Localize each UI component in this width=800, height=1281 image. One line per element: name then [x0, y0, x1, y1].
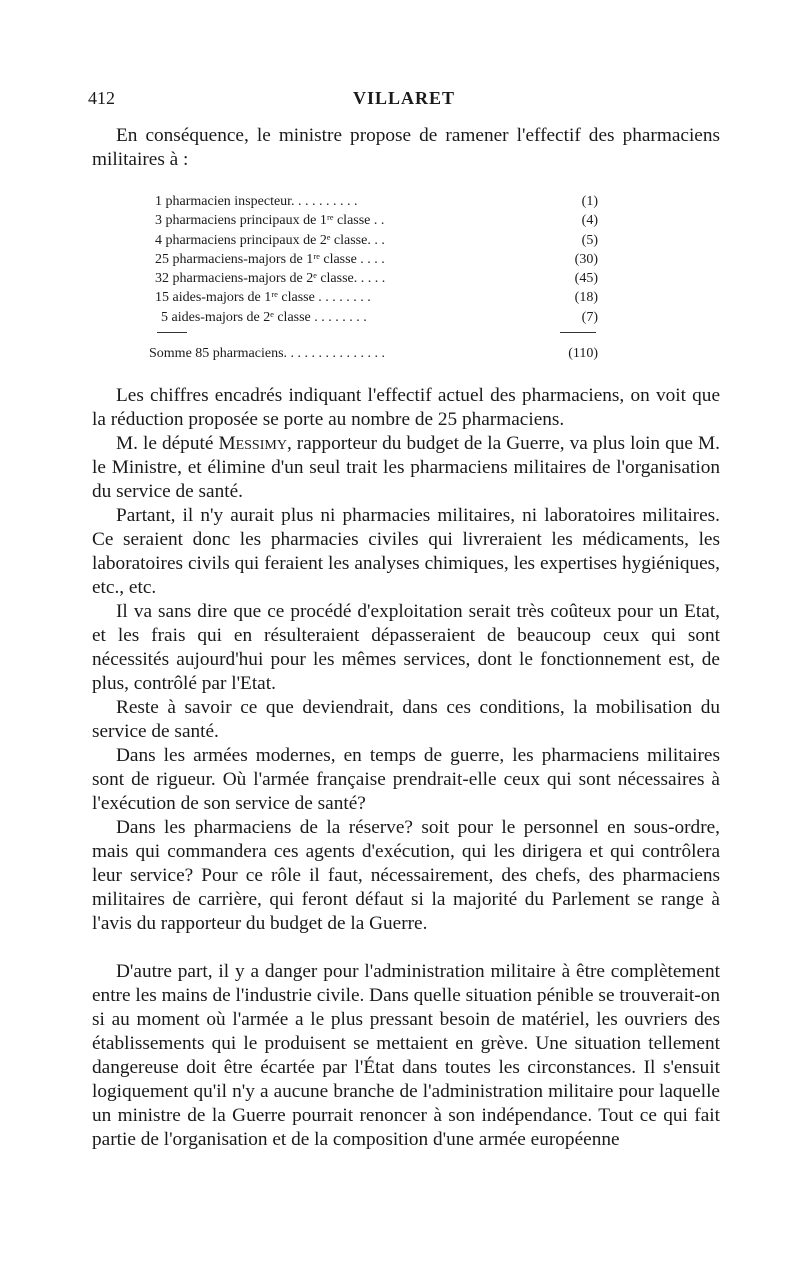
paragraph-text: M. le député	[116, 433, 219, 454]
row-label: 32 pharmaciens-majors de 2ᵉ classe. . . . .	[155, 271, 386, 287]
table-row	[155, 288, 598, 307]
table-row	[155, 308, 598, 327]
total-label: Somme 85 pharmaciens. . . . . . . . . . . . . . .	[149, 346, 386, 361]
paragraph: Dans les pharmaciens de la réserve? soit pour le personnel en sous-ordre, mais qui commandera ces agents d'exécution, qui les dirigera et qui contrôlera leur service? Pour ce rôle il faut, nécessairement, des chefs, des pharmaciens militaires de carrière, qui feront défaut si la majorité du Parlement se range à l'avis du rapporteur du budget de la Guerre.	[92, 817, 720, 934]
table-row	[155, 269, 598, 288]
table-row	[155, 211, 598, 230]
page-number: 412	[88, 88, 115, 108]
paragraph: Dans les armées modernes, en temps de guerre, les pharmaciens militaires sont de rigueur. Où l'armée française prendrait-elle ceux qui sont nécessaires à l'exécution de son service de santé?	[92, 745, 720, 814]
row-label: 25 pharmaciens-majors de 1ʳᵉ classe . . . .	[155, 251, 385, 267]
row-label: 15 aides-majors de 1ʳᵉ classe . . . . . . . .	[155, 290, 371, 306]
row-label: 5 aides-majors de 2ᵉ classe . . . . . . . .	[161, 309, 367, 325]
row-value: (45)	[574, 271, 598, 287]
table-row	[155, 250, 598, 269]
table-row	[155, 192, 598, 211]
rule-right	[560, 332, 596, 333]
table-row	[155, 231, 598, 250]
row-value: (7)	[581, 309, 598, 325]
row-value: (30)	[574, 251, 598, 267]
person-name: Messimy	[218, 433, 287, 454]
paragraph: Reste à savoir ce que deviendrait, dans ces conditions, la mobilisation du service de santé.	[92, 697, 720, 742]
row-value: (1)	[581, 194, 598, 209]
total-value: (110)	[568, 346, 598, 361]
sum-rule	[155, 332, 598, 342]
row-label: 3 pharmaciens principaux de 1ʳᵉ classe . .	[155, 213, 385, 229]
row-value: (18)	[574, 290, 598, 306]
running-head: VILLARET	[352, 88, 456, 108]
paragraph	[92, 432, 720, 504]
paragraph-text: , rapporteur du budget de la Guerre, va plus loin que M. le Ministre, et élimine d'un seul trait les pharmaciens militaires de l'organisation du service de santé.	[92, 433, 720, 502]
paragraph: Il va sans dire que ce procédé d'exploitation serait très coûteux pour un Etat, et les frais qui en résulteraient dépasseraient de beaucoup ceux qui sont nécessités aujourd'hui pour les mêmes services, dont le fonctionnement est, de plus, contrôlé par l'Etat.	[92, 601, 720, 694]
pharmacists-table	[155, 192, 598, 327]
row-value: (5)	[581, 232, 598, 248]
paragraph: Les chiffres encadrés indiquant l'effectif actuel des pharmaciens, on voit que la réduction proposée se porte au nombre de 25 pharmaciens.	[92, 385, 720, 430]
paragraph: Partant, il n'y aurait plus ni pharmacies militaires, ni laboratoires militaires. Ce seraient donc les pharmacies civiles qui livreraient les médicaments, les laboratoires civils qui feraient les analyses chimiques, les expertises hygiéniques, etc., etc.	[92, 505, 720, 598]
row-label: 4 pharmaciens principaux de 2ᵉ classe. . .	[155, 232, 385, 248]
intro-paragraph: En conséquence, le ministre propose de ramener l'effectif des pharmaciens militaires à :	[92, 125, 720, 170]
page-header	[88, 88, 720, 112]
row-value: (4)	[581, 213, 598, 229]
row-label: 1 pharmacien inspecteur. . . . . . . . . .	[155, 194, 358, 209]
rule-left	[157, 332, 187, 333]
paragraph: D'autre part, il y a danger pour l'administration militaire à être complètement entre les mains de l'industrie civile. Dans quelle situation pénible se trouverait-on si au moment où l'armée a le plus pressant besoin de matériel, les ouvriers des établissements qui le produisent se mettaient en grève. Une situation tellement dangereuse doit être écartée par l'État dans toutes les circonstances. Il s'ensuit logiquement qu'il n'y a aucune branche de l'administration militaire pour laquelle un ministre de la Guerre pourrait renoncer à son indépendance. Tout ce qui fait partie de l'organisation et de la composition d'une armée européenne	[92, 961, 720, 1150]
